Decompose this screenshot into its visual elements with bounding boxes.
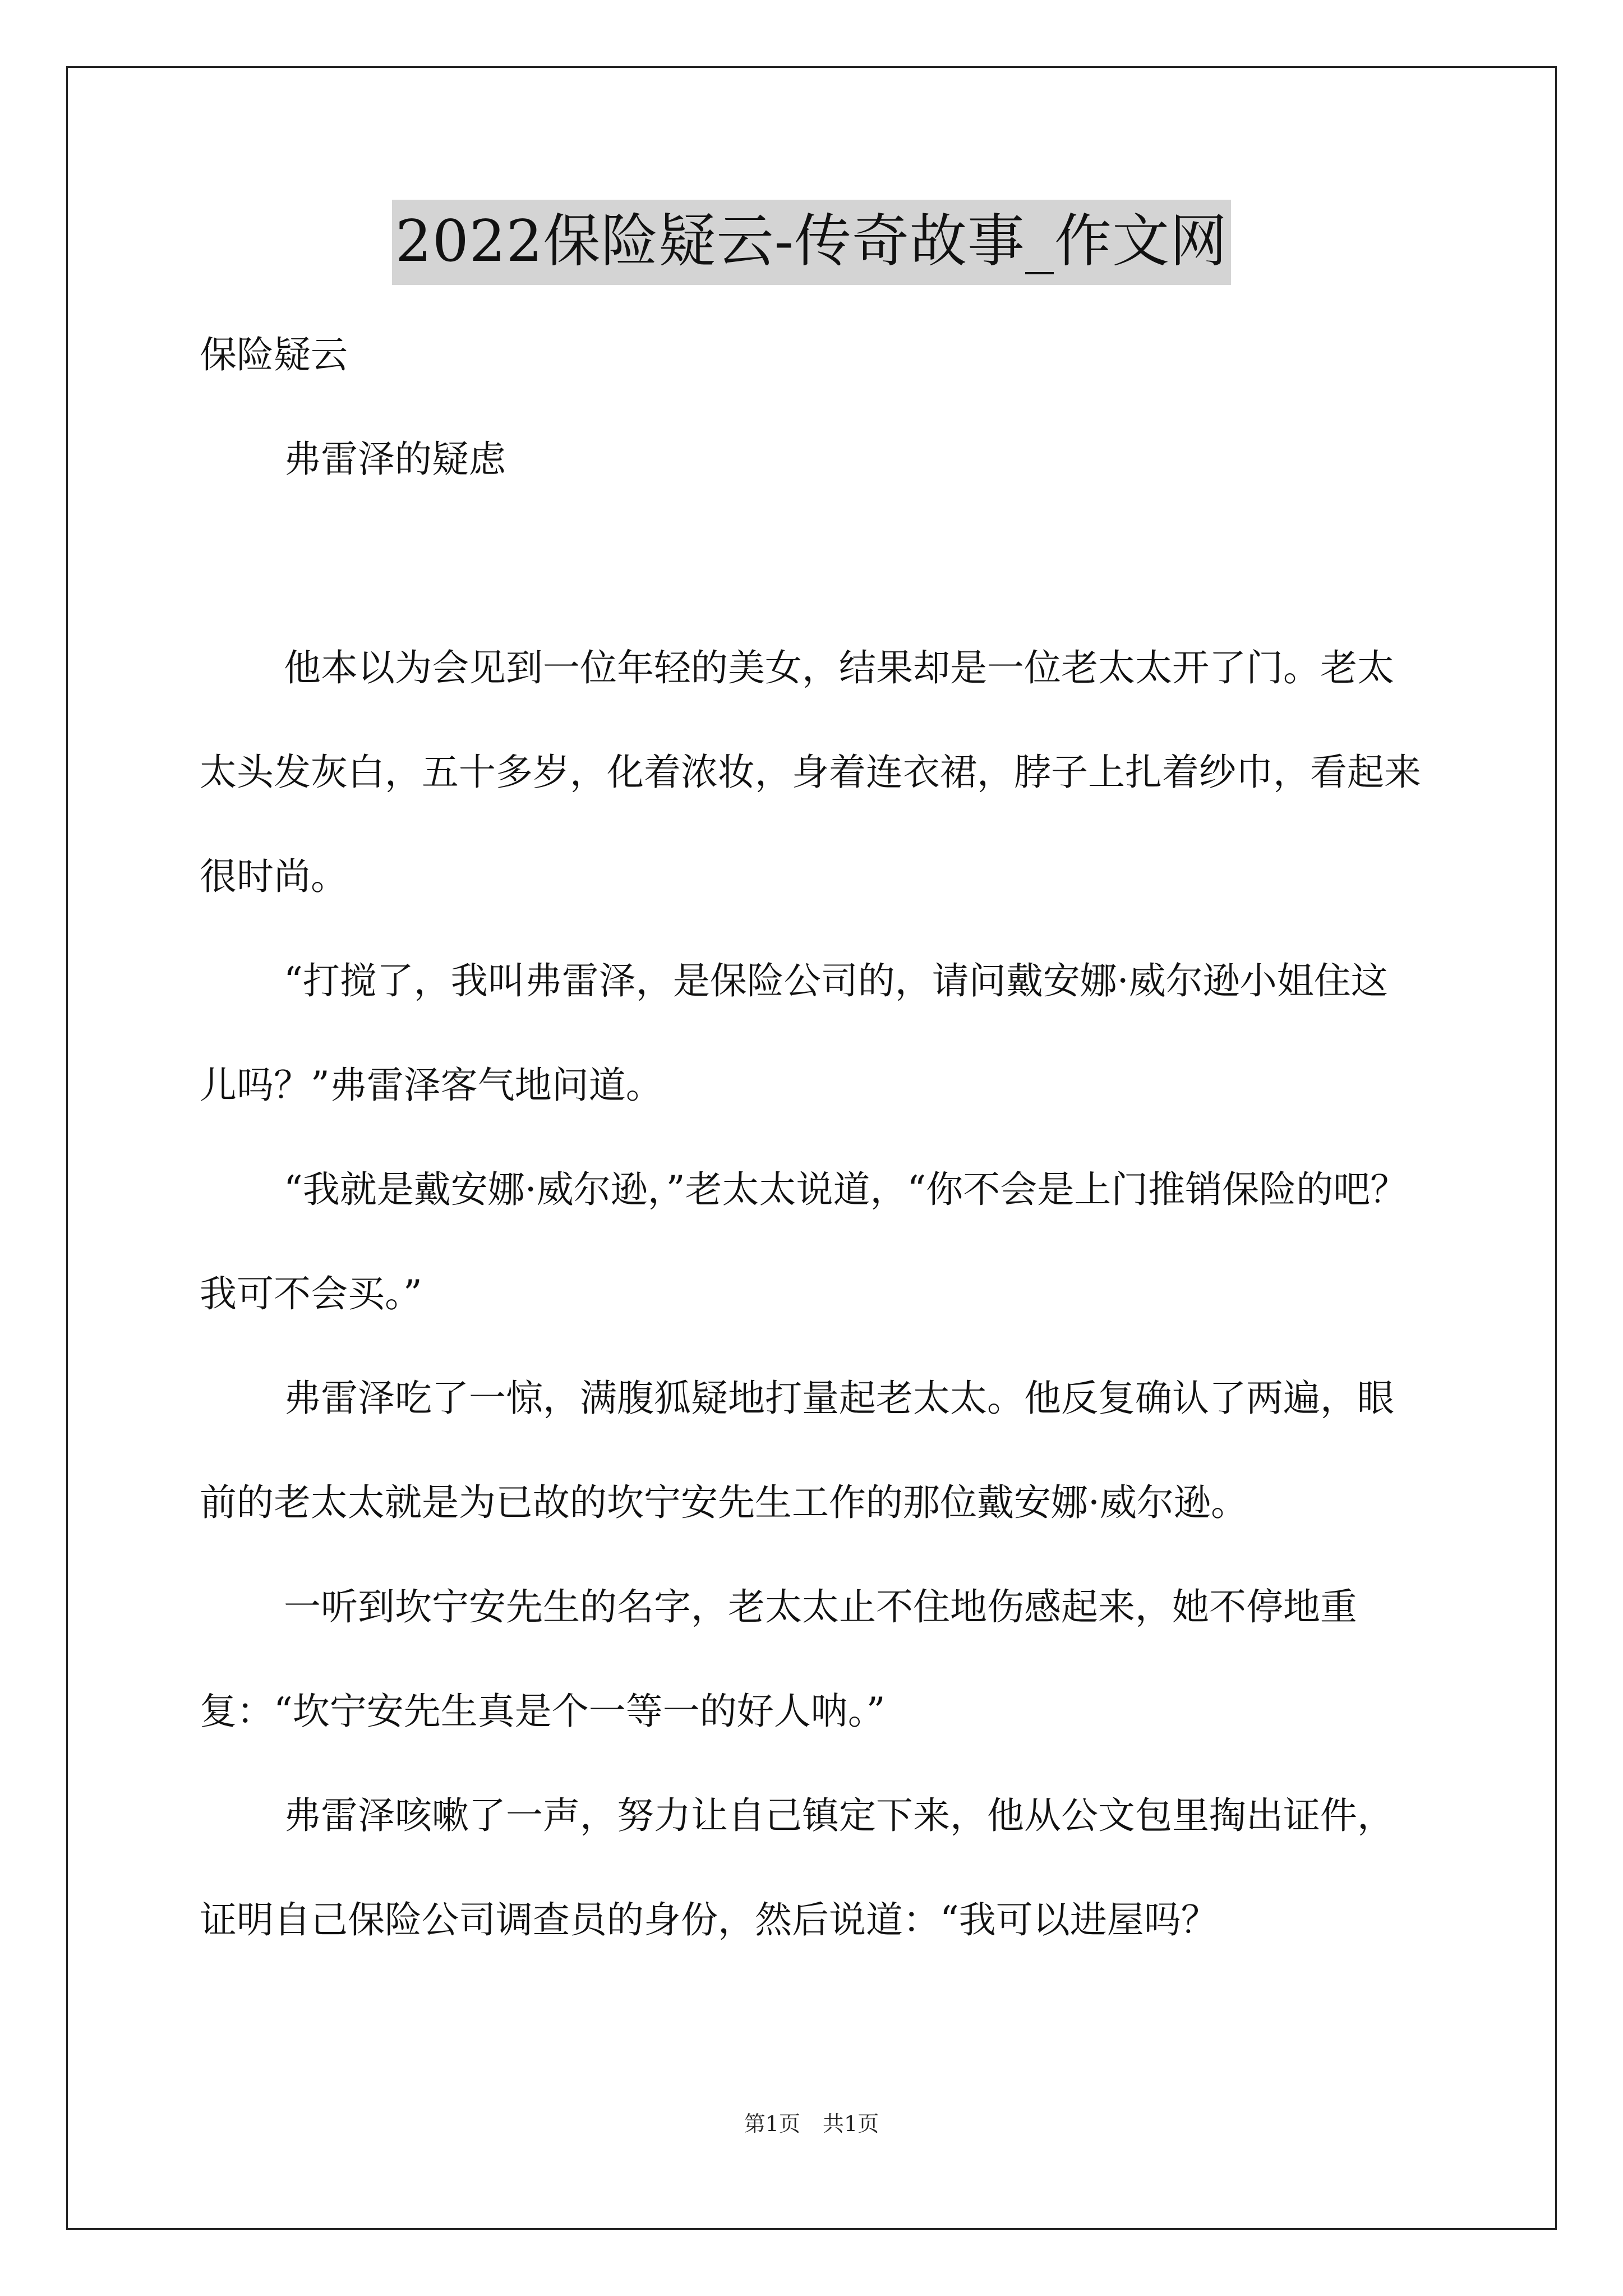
title-container xyxy=(0,200,1623,285)
page-number-total: 共1页 xyxy=(823,2111,879,2136)
document-title: 2022保险疑云-传奇故事_作文网 xyxy=(392,200,1231,285)
section-title: 保险疑云 xyxy=(200,333,348,376)
document-body xyxy=(200,303,1422,1972)
paragraph: “我就是戴安娜·威尔逊，”老太太说道，“你不会是上门推销保险的吧？我可不会买。” xyxy=(200,1168,1408,1315)
paragraph: 弗雷泽吃了一惊，满腹狐疑地打量起老太太。他反复确认了两遍，眼前的老太太就是为已故的坎宁安先生工作的那位戴安娜·威尔逊。 xyxy=(200,1377,1394,1524)
subheading: 弗雷泽的疑虑 xyxy=(284,438,506,481)
paragraph: 一听到坎宁安先生的名字，老太太止不住地伤感起来，她不停地重复：“坎宁安先生真是个一等一的好人呐。” xyxy=(200,1585,1357,1733)
page-number-current: 第1页 xyxy=(744,2111,800,2136)
page-footer xyxy=(0,2107,1623,2141)
paragraph: “打搅了，我叫弗雷泽，是保险公司的，请问戴安娜·威尔逊小姐住这儿吗？”弗雷泽客气地问道。 xyxy=(200,959,1388,1107)
paragraph: 弗雷泽咳嗽了一声，努力让自己镇定下来，他从公文包里掏出证件，证明自己保险公司调查员的身份，然后说道：“我可以进屋吗？ xyxy=(200,1794,1394,1941)
paragraph: 他本以为会见到一位年轻的美女，结果却是一位老太太开了门。老太太头发灰白，五十多岁，化着浓妆，身着连衣裙，脖子上扎着纱巾，看起来很时尚。 xyxy=(200,646,1421,898)
